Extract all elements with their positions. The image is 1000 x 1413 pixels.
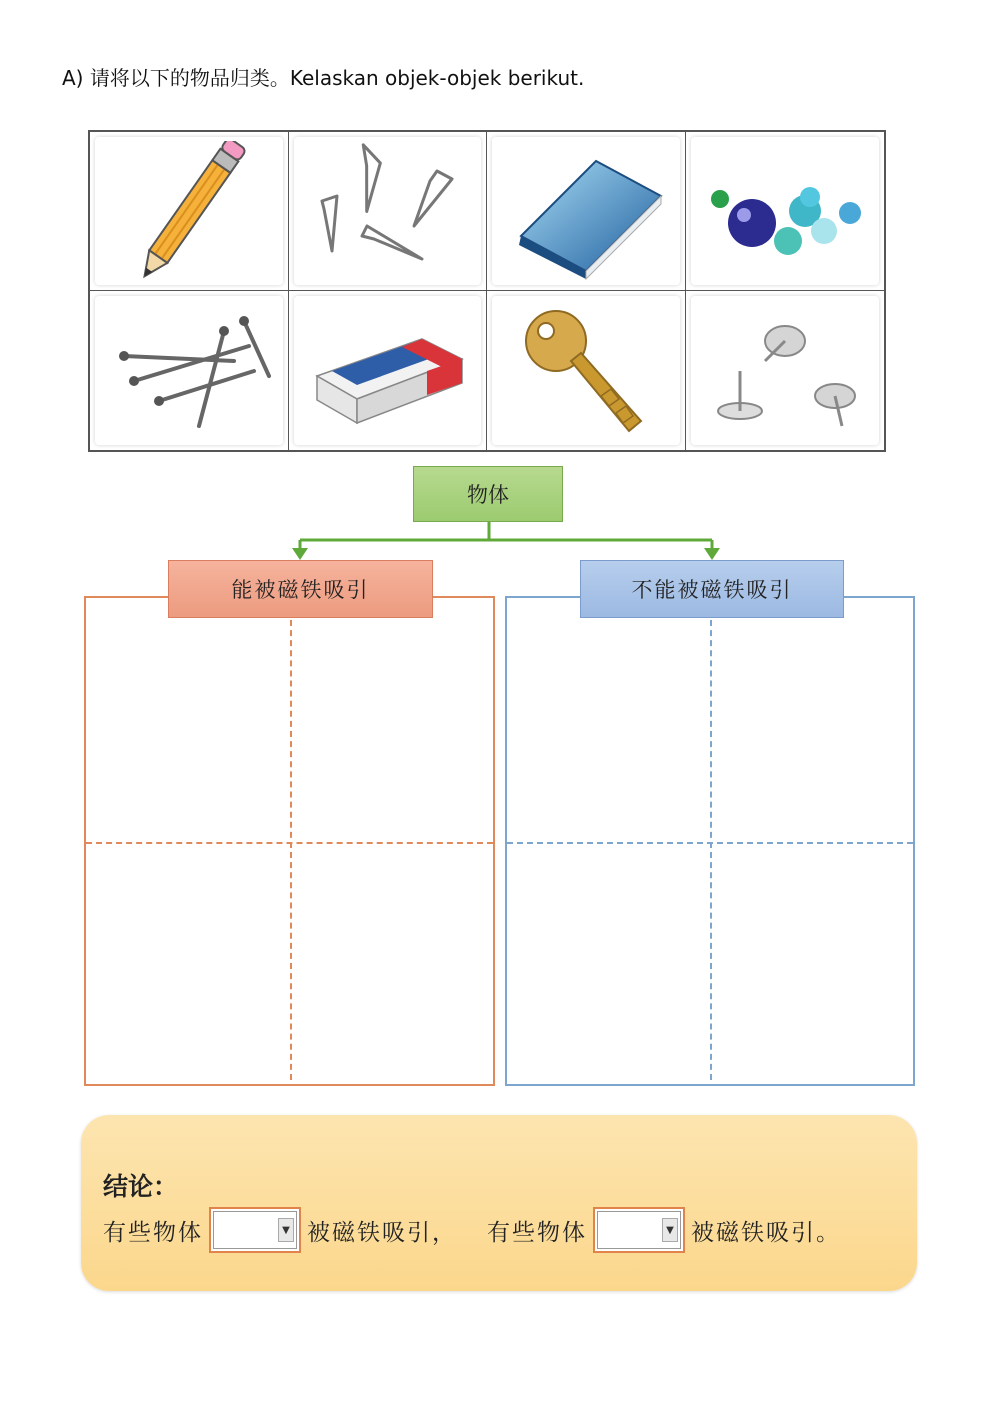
category-magnetic-label: 能被磁铁吸引 xyxy=(168,560,433,618)
answer-dropdown-2[interactable] xyxy=(597,1211,681,1249)
draggable-item-marbles[interactable] xyxy=(691,137,880,285)
drop-zone-non-magnetic-1[interactable] xyxy=(507,598,710,841)
conclusion-panel xyxy=(81,1115,917,1291)
book-icon xyxy=(501,141,671,281)
draggable-item-thumbtacks[interactable] xyxy=(691,296,880,445)
draggable-item-pencil[interactable] xyxy=(95,137,283,285)
draggable-item-book[interactable] xyxy=(492,137,680,285)
grid-cell xyxy=(90,132,289,291)
grid-cell xyxy=(686,132,885,291)
paperclips-icon xyxy=(302,141,472,281)
grid-cell xyxy=(289,291,488,450)
chevron-down-icon[interactable]: ▼ xyxy=(278,1218,294,1242)
draggable-item-nails[interactable] xyxy=(95,296,283,445)
draggable-item-key[interactable] xyxy=(492,296,680,445)
marbles-icon xyxy=(700,141,870,281)
object-image-grid xyxy=(88,130,886,452)
draggable-item-paperclips[interactable] xyxy=(294,137,482,285)
answer-dropdown-frame xyxy=(209,1207,301,1253)
conclusion-text: 有些物体 xyxy=(487,1219,587,1246)
sort-area-magnetic xyxy=(84,596,495,1086)
sort-area-non-magnetic xyxy=(505,596,915,1086)
conclusion-title: 结论： xyxy=(103,1172,179,1201)
drop-zone-magnetic-2[interactable] xyxy=(290,598,494,841)
thumbtacks-icon xyxy=(700,301,870,441)
grid-cell xyxy=(90,291,289,450)
conclusion-text: 被磁铁吸引， xyxy=(307,1219,457,1246)
tree-root-box: 物体 xyxy=(413,466,563,522)
drop-zone-non-magnetic-4[interactable] xyxy=(710,841,913,1084)
grid-cell xyxy=(487,291,686,450)
nails-icon xyxy=(104,301,274,441)
conclusion-sentence xyxy=(103,1207,841,1253)
eraser-icon xyxy=(302,301,472,441)
drop-zone-magnetic-1[interactable] xyxy=(86,598,290,841)
drop-zone-non-magnetic-3[interactable] xyxy=(507,841,710,1084)
grid-cell xyxy=(686,291,885,450)
chevron-down-icon[interactable]: ▼ xyxy=(662,1218,678,1242)
drop-zone-magnetic-4[interactable] xyxy=(290,841,494,1084)
pencil-icon xyxy=(104,141,274,281)
conclusion-text: 有些物体 xyxy=(103,1219,203,1246)
answer-dropdown-frame xyxy=(593,1207,685,1253)
grid-cell xyxy=(487,132,686,291)
grid-cell xyxy=(289,132,488,291)
key-icon xyxy=(501,301,671,441)
drop-zone-magnetic-3[interactable] xyxy=(86,841,290,1084)
category-non-magnetic-label: 不能被磁铁吸引 xyxy=(580,560,844,618)
answer-dropdown-1[interactable] xyxy=(213,1211,297,1249)
conclusion-text: 被磁铁吸引。 xyxy=(691,1219,841,1246)
draggable-item-eraser[interactable] xyxy=(294,296,482,445)
instruction-text: A) 请将以下的物品归类。Kelaskan objek-objek berikut. xyxy=(62,66,585,90)
drop-zone-non-magnetic-2[interactable] xyxy=(710,598,913,841)
